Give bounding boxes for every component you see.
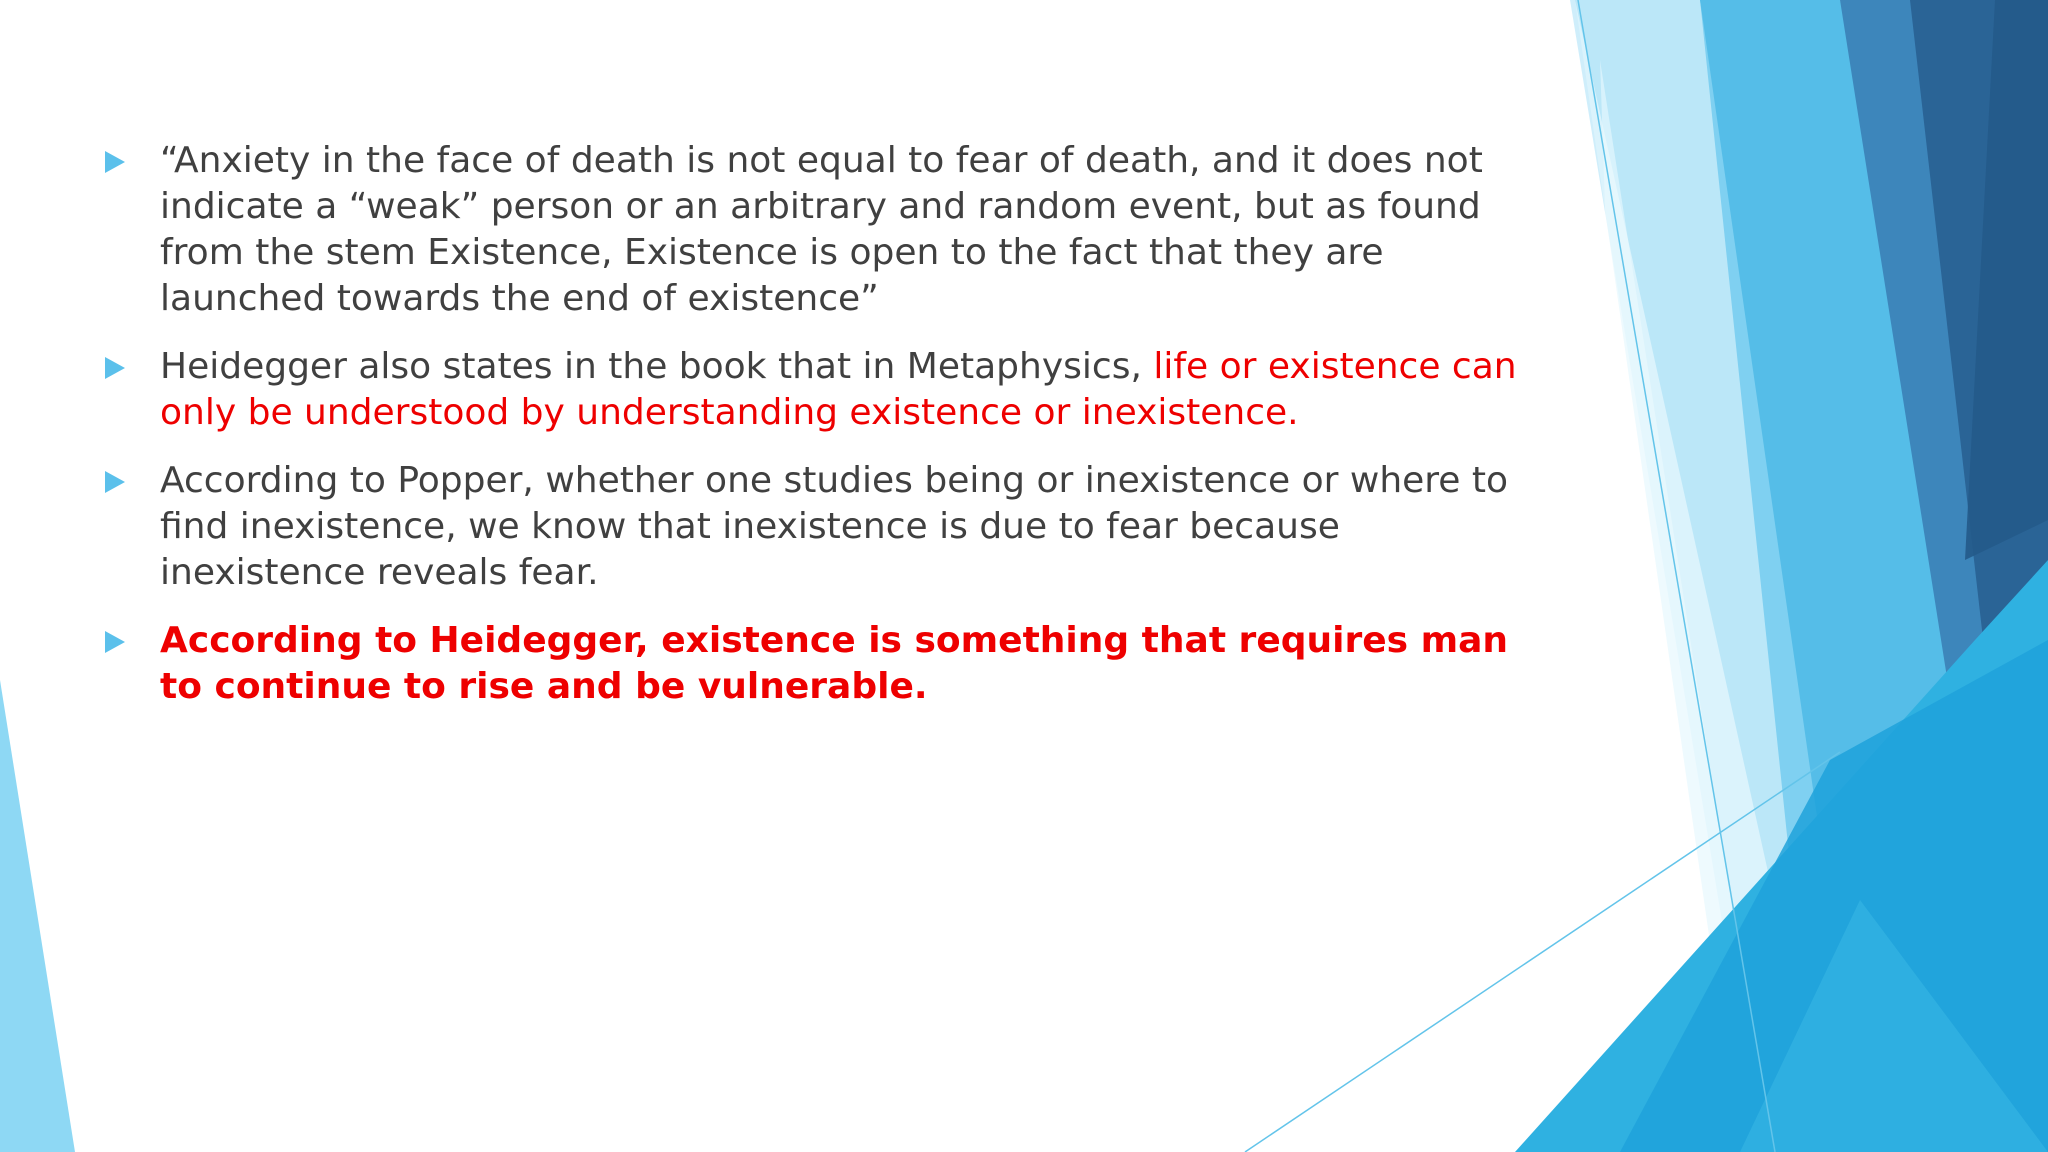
- bullet-text: Heidegger also states in the book that in Metaphysics,: [160, 346, 1154, 387]
- bullet-item-anxiety-quote: [100, 138, 1520, 322]
- bullet-text-emphasis: According to Heidegger, existence is something that requires man to continue to rise and be vulnerable.: [160, 620, 1509, 707]
- bullet-item-metaphysics: [100, 344, 1520, 436]
- triangle-right-icon: [105, 151, 125, 173]
- triangle-right-icon: [105, 471, 125, 493]
- bullet-text: “Anxiety in the face of death is not equal to fear of death, and it does not indicate a “weak” person or an arbitrary and random event, but as found from the stem Existence, Existence is open to the fact that they are launched towards the end of existence”: [160, 140, 1483, 319]
- bullet-text: According to Popper, whether one studies being or inexistence or where to find inexistence, we know that inexistence is due to fear because inexistence reveals fear.: [160, 460, 1509, 593]
- bullet-list: [100, 138, 1520, 732]
- triangle-right-icon: [105, 631, 125, 653]
- left-accent-shape: [0, 680, 75, 1152]
- bullet-text-highlight: life or existence can only be understood by understanding existence or inexistence.: [160, 346, 1517, 433]
- triangle-right-icon: [105, 357, 125, 379]
- bullet-item-popper: [100, 458, 1520, 596]
- bullet-item-heidegger-existence: [100, 618, 1520, 710]
